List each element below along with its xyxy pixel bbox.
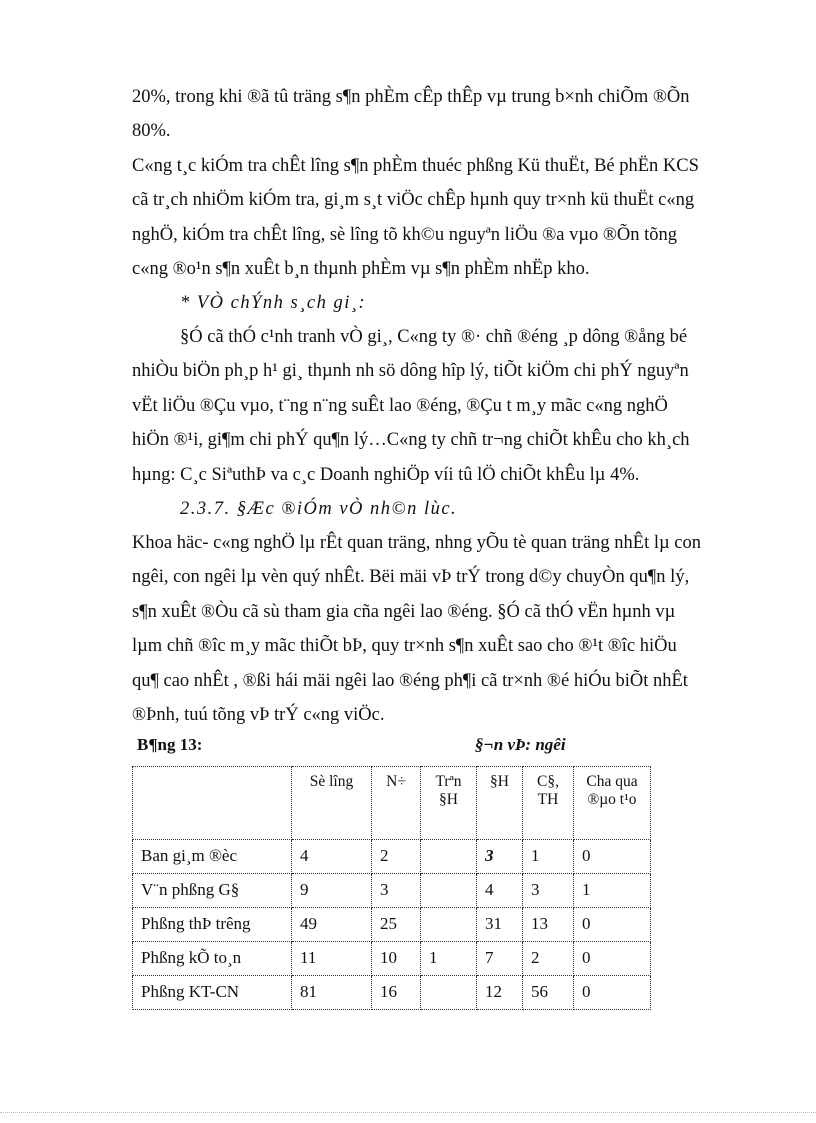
table-cell: 2 xyxy=(523,942,574,976)
table-cell xyxy=(421,976,477,1010)
table-row xyxy=(133,976,651,1010)
header-cell: Cha qua ®µo t¹o xyxy=(574,767,651,840)
table-cell: 13 xyxy=(523,908,574,942)
table-cell: 10 xyxy=(372,942,421,976)
paragraph-price-policy xyxy=(132,320,724,492)
table-cell: 9 xyxy=(292,874,372,908)
text-line: Khoa häc- c«ng nghÖ lµ rÊt quan träng, nhng yÕu tè quan träng nhÊt lµ con xyxy=(132,533,701,553)
table-row xyxy=(133,908,651,942)
table-cell: 4 xyxy=(292,840,372,874)
row-label: Ban gi¸m ®èc xyxy=(133,840,292,874)
text-line: 20%, trong khi ®ã tû träng s¶n phÈm cÊp thÊp vµ trung b×nh chiÕm ®Õn xyxy=(132,87,690,107)
table-cell: 3 xyxy=(523,874,574,908)
text-line: ®Þnh, tuú tõng vÞ trÝ c«ng viÖc. xyxy=(132,705,385,726)
table-cell: 0 xyxy=(574,942,651,976)
table-cell xyxy=(421,908,477,942)
header-cell xyxy=(133,767,292,840)
text-line: hiÖn ®¹i, gi¶m chi phÝ qu¶n lý…C«ng ty chñ tr¬ng chiÕt khÊu cho kh¸ch xyxy=(132,430,690,451)
table-cell: 1 xyxy=(421,942,477,976)
table-cell: 4 xyxy=(477,874,523,908)
header-cell: §H xyxy=(477,767,523,840)
table-cell: 0 xyxy=(574,908,651,942)
table-cell: 25 xyxy=(372,908,421,942)
header-cell: N÷ xyxy=(372,767,421,840)
header-cell: Sè lîng xyxy=(292,767,372,840)
table-row xyxy=(133,874,651,908)
paragraph-quality-share xyxy=(132,80,724,149)
text-line: nhiÒu biÖn ph¸p h¹ gi¸ thµnh nh sö dông hîp lý, tiÕt kiÖm chi phÝ nguyªn xyxy=(132,361,689,382)
header-cell: Trªn §H xyxy=(421,767,477,840)
table-cell: 7 xyxy=(477,942,523,976)
table-header-row xyxy=(133,767,651,840)
table-cell: 1 xyxy=(574,874,651,908)
table-cell: 0 xyxy=(574,976,651,1010)
heading-price-policy: * VÒ chÝnh s¸ch gi¸: xyxy=(180,293,367,313)
table-cell: 3 xyxy=(372,874,421,908)
heading-human-resources: 2.3.7. §Æc ®iÓm vÒ nh©n lùc. xyxy=(180,499,458,519)
row-label: Phßng KT-CN xyxy=(133,976,292,1010)
table-unit: §¬n vÞ: ngêi xyxy=(475,735,566,754)
header-cell: C§, TH xyxy=(523,767,574,840)
text-line: 80%. xyxy=(132,121,171,142)
table-cell: 1 xyxy=(523,840,574,874)
text-line: §Ó cã thÓ c¹nh tranh vÒ gi¸, C«ng ty ®· chñ ®éng ¸p dông ®ång bé xyxy=(180,327,688,347)
table-cell xyxy=(421,840,477,874)
table-row xyxy=(133,942,651,976)
table-cell: 49 xyxy=(292,908,372,942)
table-cell: 56 xyxy=(523,976,574,1010)
paragraph-quality-control xyxy=(132,149,724,287)
text-line: hµng: C¸c SiªuthÞ va c¸c Doanh nghiÖp víi tû lÖ chiÕt khÊu lµ 4%. xyxy=(132,464,640,485)
table-cell: 81 xyxy=(292,976,372,1010)
table-cell: 16 xyxy=(372,976,421,1010)
row-label: Phßng thÞ trêng xyxy=(133,908,292,942)
text-line: cã tr¸ch nhiÖm kiÓm tra, gi¸m s¸t viÖc chÊp hµnh quy tr×nh kü thuËt c«ng xyxy=(132,190,695,211)
table-cell: 12 xyxy=(477,976,523,1010)
page-footer-divider xyxy=(0,1112,816,1113)
table-cell xyxy=(421,874,477,908)
paragraph-human-resources xyxy=(132,526,724,732)
text-line: lµm chñ ®îc m¸y mãc thiÕt bÞ, quy tr×nh s¶n xuÊt sao cho ®¹t ®îc hiÖu xyxy=(132,636,677,657)
text-line: C«ng t¸c kiÓm tra chÊt lîng s¶n phÈm thuéc phßng Kü thuËt, Bé phËn KCS xyxy=(132,156,699,176)
table-cell: 0 xyxy=(574,840,651,874)
text-line: ngêi, con ngêi lµ vèn quý nhÊt. Bëi mäi vÞ trÝ trong d©y chuyÒn qu¶n lý, xyxy=(132,567,690,588)
text-line: s¶n xuÊt ®Òu cã sù tham gia cña ngêi lao ®éng. §Ó cã thÓ vËn hµnh vµ xyxy=(132,601,676,622)
table-cell: 3 xyxy=(477,840,523,874)
text-line: nghÖ, kiÓm tra chÊt lîng, sè lîng tõ kh©u nguyªn liÖu ®a vµo ®Õn tõng xyxy=(132,224,678,245)
row-label: Phßng kÕ to¸n xyxy=(133,942,292,976)
table-cell: 2 xyxy=(372,840,421,874)
text-line: qu¶ cao nhÊt , ®ßi hái mäi ngêi lao ®éng ph¶i cã tr×nh ®é hiÓu biÕt nhÊt xyxy=(132,670,688,691)
table-label: B¶ng 13: xyxy=(137,735,203,754)
row-label: V¨n phßng G§ xyxy=(133,874,292,908)
table-row xyxy=(133,840,651,874)
staff-table xyxy=(132,766,651,1010)
table-cell: 11 xyxy=(292,942,372,976)
text-line: vËt liÖu ®Çu vµo, t¨ng n¨ng suÊt lao ®éng, ®Çu t m¸y mãc c«ng nghÖ xyxy=(132,395,668,416)
table-cell: 31 xyxy=(477,908,523,942)
text-line: c«ng ®o¹n s¶n xuÊt b¸n thµnh phÈm vµ s¶n phÈm nhËp kho. xyxy=(132,259,590,280)
